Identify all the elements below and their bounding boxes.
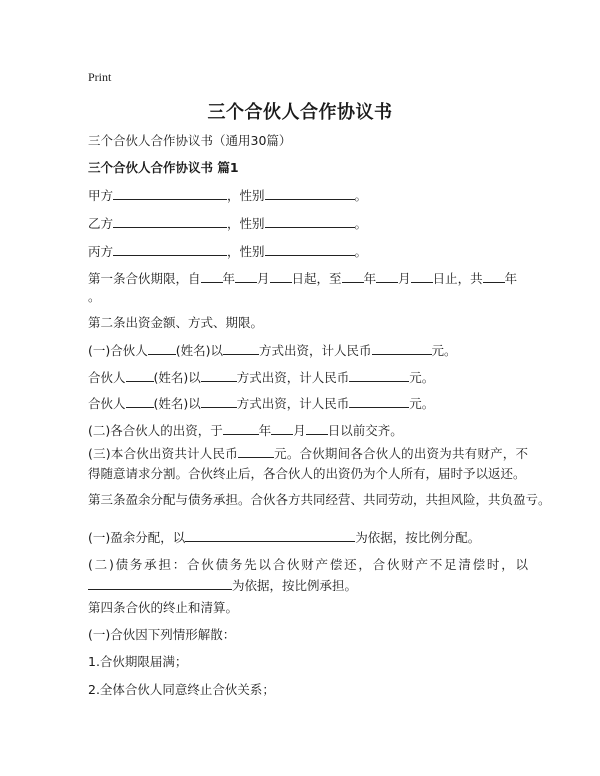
blank-field [113, 185, 227, 200]
text-segment: (姓名)以 [153, 396, 201, 411]
party-line-bing [88, 241, 528, 262]
party-line-yi [88, 213, 528, 234]
blank-field [201, 268, 223, 283]
text-segment: (姓名)以 [175, 343, 224, 358]
section-heading: 三个合伙人合作协议书 篇1 [88, 160, 239, 175]
clause-2-total [88, 443, 528, 484]
party-label: 乙方 [88, 216, 114, 231]
clause-2-deadline [88, 420, 528, 441]
clause-1-wrap: 。 [88, 289, 101, 304]
text-segment: 为依据，按比例分配。 [355, 530, 481, 545]
text-segment: 元。 [409, 396, 435, 411]
party-end: 。 [354, 244, 368, 259]
text-segment: 方式出资，计人民币 [236, 370, 350, 385]
blank-field [349, 393, 409, 408]
blank-field [265, 185, 355, 200]
blank-field [126, 393, 154, 408]
text-segment: 元。合伙期间各合伙人的出资为共有财产，不得随意请求分割。合伙终止后，各合伙人的出资仍为个人所有，届时予以返还。 [88, 446, 528, 481]
text-segment: 合伙人 [88, 370, 126, 385]
blank-field [342, 268, 364, 283]
blank-field [148, 340, 176, 355]
text-segment: (姓名)以 [153, 370, 201, 385]
clause-2-title: 第二条出资金额、方式、期限。 [88, 315, 264, 330]
blank-field [372, 340, 432, 355]
print-label: Print [88, 70, 112, 84]
text-segment: 为依据，按比例承担。 [232, 578, 358, 593]
blank-field [270, 268, 292, 283]
blank-field [185, 527, 355, 542]
blank-field [376, 268, 398, 283]
blank-field [223, 420, 259, 435]
clause-4-item: 1.合伙期限届满； [88, 654, 188, 669]
blank-field [223, 340, 259, 355]
clause-3-profit [88, 527, 528, 548]
text-segment: (二)债务承担：合伙债务先以合伙财产偿还，合伙财产不足清偿时，以 [88, 557, 528, 572]
party-end: 。 [354, 188, 368, 203]
party-label: 甲方 [88, 188, 114, 203]
blank-field [88, 575, 232, 590]
month-label: 月 [398, 271, 411, 286]
clause-1-text: 第一条合伙期限，自 [88, 271, 201, 286]
year-label: 年 [363, 271, 377, 286]
clause-2-partner-3 [88, 393, 528, 414]
clause-4-item: (一)合伙因下列情形解散： [88, 627, 236, 642]
year-label: 年 [222, 271, 236, 286]
text-segment: 方式出资，计人民币 [236, 396, 350, 411]
text-segment: 元。 [409, 370, 435, 385]
month-label: 月 [257, 271, 270, 286]
clause-3-debt [88, 555, 528, 596]
blank-field [238, 443, 274, 458]
document-title: 三个合伙人合作协议书 [207, 102, 393, 123]
blank-field [201, 367, 237, 382]
blank-field [306, 420, 328, 435]
blank-field [113, 241, 227, 256]
clause-1-line [88, 268, 528, 289]
blank-field [235, 268, 257, 283]
text-segment: (三)本合伙出资共计人民币 [88, 446, 238, 461]
day-to-label: 日止，共 [432, 271, 483, 286]
blank-field [113, 213, 227, 228]
text-segment: 日以前交齐。 [327, 423, 403, 438]
text-segment: 元。 [431, 343, 457, 358]
text-segment: 合伙人 [88, 396, 126, 411]
party-label: 丙方 [88, 244, 114, 259]
clause-2-partner-2 [88, 367, 528, 388]
party-gender-label: ，性别 [227, 216, 265, 231]
blank-field [201, 393, 237, 408]
blank-field [411, 268, 433, 283]
clause-4-title: 第四条合伙的终止和清算。 [88, 600, 239, 615]
text-segment: 月 [293, 423, 306, 438]
blank-field [265, 241, 355, 256]
text-segment: (一)合伙人 [88, 343, 148, 358]
day-from-label: 日起，至 [291, 271, 342, 286]
blank-field [271, 420, 293, 435]
document-subtitle: 三个合伙人合作协议书（通用30篇） [88, 133, 292, 148]
clause-3-title: 第三条盈余分配与债务承担。合伙各方共同经营、共同劳动，共担风险，共负盈亏。 [88, 492, 551, 507]
blank-field [126, 367, 154, 382]
year-label: 年 [504, 271, 518, 286]
clause-2-partner-1 [88, 340, 528, 361]
blank-field [349, 367, 409, 382]
text-segment: 年 [258, 423, 272, 438]
text-segment: (二)各合伙人的出资，于 [88, 423, 223, 438]
clause-4-item: 2.全体合伙人同意终止合伙关系； [88, 682, 275, 697]
party-gender-label: ，性别 [227, 188, 265, 203]
text-segment: (一)盈余分配，以 [88, 530, 186, 545]
blank-field [265, 213, 355, 228]
party-line-jia [88, 185, 528, 206]
text-segment: 方式出资，计人民币 [259, 343, 372, 358]
party-gender-label: ，性别 [227, 244, 265, 259]
blank-field [483, 268, 505, 283]
party-end: 。 [354, 216, 368, 231]
